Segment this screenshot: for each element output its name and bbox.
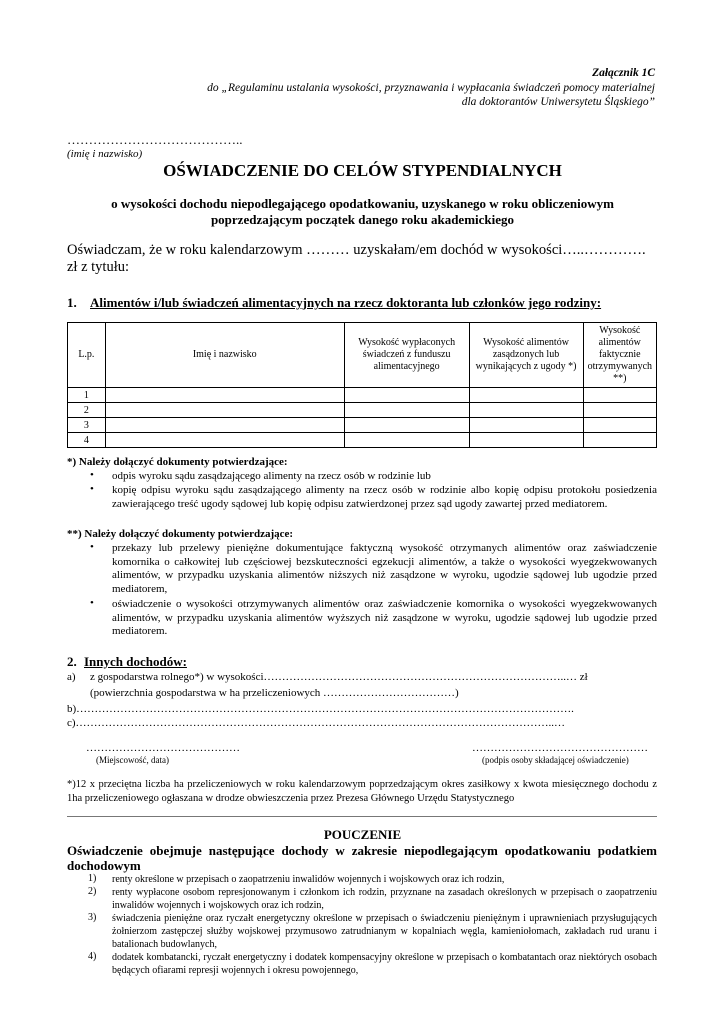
table-row: [68, 388, 657, 403]
other-income-c-field[interactable]: c)…………………………………………………………………………………………………………………..…: [67, 717, 566, 729]
cell-input[interactable]: [583, 403, 656, 418]
alimony-table: [67, 322, 657, 448]
footnote: *)12 x przeciętna liczba ha przeliczeniowych w roku kalendarzowym poprzedzającym okres zasiłkowy x kwota miesięcznego dochodu z 1ha przeliczeniowego ogłaszana w drodze obwieszczenia przez Prezesa Głównego Urzędu Statystycznego: [67, 779, 657, 804]
signature-caption: (podpis osoby składającej oświadczenie): [482, 755, 629, 765]
col-lp: L.p.: [68, 323, 106, 388]
name-field[interactable]: …………………………………..: [67, 132, 243, 147]
cell-input[interactable]: [105, 403, 344, 418]
note2-item-2: oświadczenie o wysokości otrzymywanych alimentów oraz zaświadczenie komornika o wysokości wyegzekwowanych alimentów, w przypadku uzyskania alimentów wyższych niż zasądzone w wyroku, ugodzie sądowej lub ugodzie przed mediatorem.: [112, 598, 657, 637]
table-row: [68, 433, 657, 448]
col-awarded: Wysokość alimentów zasądzonych lub wynikających z ugody *): [469, 323, 583, 388]
cell-input[interactable]: [344, 388, 469, 403]
section1-number: 1.: [67, 295, 77, 310]
item-number: 3): [88, 912, 97, 923]
pouczenie-item-3: świadczenia pieniężne oraz ryczałt energetyczny określone w przepisach o świadczeniu pieniężnym i uprawnieniach przysługujących żołnierzom zastępczej służby wojskowej przymusowo zatrudnianym w kopalniach węgla, kamieniołomach, zakładach rud uranu i batalionach budowlanych,: [112, 913, 657, 950]
pouczenie-title: POUCZENIE: [323, 827, 402, 842]
farm-area-field[interactable]: (powierzchnia gospodarstwa w ha przeliczeniowych ………………………………): [90, 687, 459, 699]
name-caption: (imię i nazwisko): [67, 148, 143, 160]
note1-title: *) Należy dołączyć dokumenty potwierdzające:: [67, 456, 288, 468]
note2-title: **) Należy dołączyć dokumenty potwierdzające:: [67, 528, 294, 540]
cell-input[interactable]: [469, 418, 583, 433]
row-number: 1: [68, 388, 106, 403]
row-number: 4: [68, 433, 106, 448]
row-number: 3: [68, 418, 106, 433]
note2-item-1: przekazy lub przelewy pieniężne dokumentujące faktyczną wysokość otrzymanych alimentów oraz zaświadczenie komornika o całkowitej lub częściowej bezskuteczności egzekucji alimentów, a także o wysokości wyegzekwowanych alimentów, w przypadku uzyskania alimentów niższych niż zasądzone w wyroku, ugodzie sądowej lub ugodzie przed mediatorem,: [112, 542, 657, 595]
cell-input[interactable]: [344, 403, 469, 418]
note1-item-1: odpis wyroku sądu zasądzającego alimenty na rzecz osób w rodzinie lub: [112, 470, 431, 482]
pouczenie-item-1: renty określone w przepisach o zaopatrzeniu inwalidów wojennych i wojskowych oraz ich rodzin,: [112, 874, 505, 885]
item-number: 2): [88, 886, 97, 897]
section2-number: 2.: [67, 654, 77, 669]
cell-input[interactable]: [469, 403, 583, 418]
bullet-icon: •: [90, 541, 94, 553]
bullet-icon: •: [90, 469, 94, 481]
attachment-label: Załącznik 1C: [592, 67, 655, 79]
divider: [67, 816, 657, 817]
cell-input[interactable]: [105, 388, 344, 403]
declaration-line-2: zł z tytułu:: [67, 259, 130, 275]
other-income-b-field[interactable]: b)……………………………………………………………………………………………………………………….: [67, 703, 574, 715]
declaration-line-1: Oświadczam, że w roku kalendarzowym ……… uzyskałam/em dochód w wysokości…..………….: [67, 242, 646, 258]
subtitle-line-2: poprzedzającym początek danego roku akademickiego: [210, 212, 515, 227]
cell-input[interactable]: [469, 388, 583, 403]
col-received: Wysokość alimentów faktycznie otrzymywanych **): [583, 323, 656, 388]
cell-input[interactable]: [344, 433, 469, 448]
row-number: 2: [68, 403, 106, 418]
cell-input[interactable]: [583, 433, 656, 448]
pouczenie-subtitle: Oświadczenie obejmuje następujące dochody w zakresie niepodlegającym opodatkowaniu podatkiem dochodowym: [67, 843, 657, 873]
item-number: 1): [88, 873, 97, 884]
regulation-line-2: dla doktorantów Uniwersytetu Śląskiego”: [461, 96, 655, 108]
cell-input[interactable]: [583, 418, 656, 433]
item-number: 4): [88, 951, 97, 962]
cell-input[interactable]: [583, 388, 656, 403]
farm-income-field[interactable]: z gospodarstwa rolnego*) w wysokości………………………………………………………………………..… zł: [90, 671, 588, 683]
cell-input[interactable]: [469, 433, 583, 448]
regulation-line-1: do „Regulaminu ustalania wysokości, przyznawania i wypłacania świadczeń pomocy materialnej: [207, 82, 655, 94]
page-title: OŚWIADCZENIE DO CELÓW STYPENDIALNYCH: [163, 161, 562, 180]
section2-title: Innych dochodów:: [84, 654, 187, 669]
section2-a-label: a): [67, 671, 76, 683]
table-row: [68, 418, 657, 433]
signature-field[interactable]: …………………………………………: [472, 742, 648, 754]
place-date-caption: (Miejscowość, data): [96, 755, 169, 765]
col-fund: Wysokość wypłaconych świadczeń z funduszu alimentacyjnego: [344, 323, 469, 388]
cell-input[interactable]: [105, 418, 344, 433]
note1-item-2: kopię odpisu wyroku sądu zasądzającego alimenty na rzecz osób w rodzinie albo kopię odpisu protokołu posiedzenia zawierającego treść ugody sądowej lub kopię odpisu zatwierdzonej przez sąd ugody zawartej przed mediatorem.: [112, 484, 657, 510]
bullet-icon: •: [90, 597, 94, 609]
section1-title: Alimentów i/lub świadczeń alimentacyjnych na rzecz doktoranta lub członków jego rodziny:: [90, 295, 602, 310]
col-name: Imię i nazwisko: [105, 323, 344, 388]
pouczenie-item-2: renty wypłacone osobom represjonowanym i członkom ich rodzin, przyznane na zasadach określonych w przepisach o zaopatrzeniu inwalidów wojennych i wojskowych oraz ich rodzin,: [112, 887, 657, 911]
cell-input[interactable]: [344, 418, 469, 433]
table-row: [68, 403, 657, 418]
cell-input[interactable]: [105, 433, 344, 448]
bullet-icon: •: [90, 483, 94, 495]
pouczenie-item-4: dodatek kombatancki, ryczałt energetyczny i dodatek kompensacyjny określone w przepisach o kombatantach oraz niektórych osobach będących ofiarami represji wojennych i okresu powojennego,: [112, 952, 657, 976]
subtitle-line-1: o wysokości dochodu niepodlegającego opodatkowaniu, uzyskanego w roku obliczeniowym: [111, 196, 614, 211]
place-date-field[interactable]: ……………………………………: [86, 742, 240, 754]
